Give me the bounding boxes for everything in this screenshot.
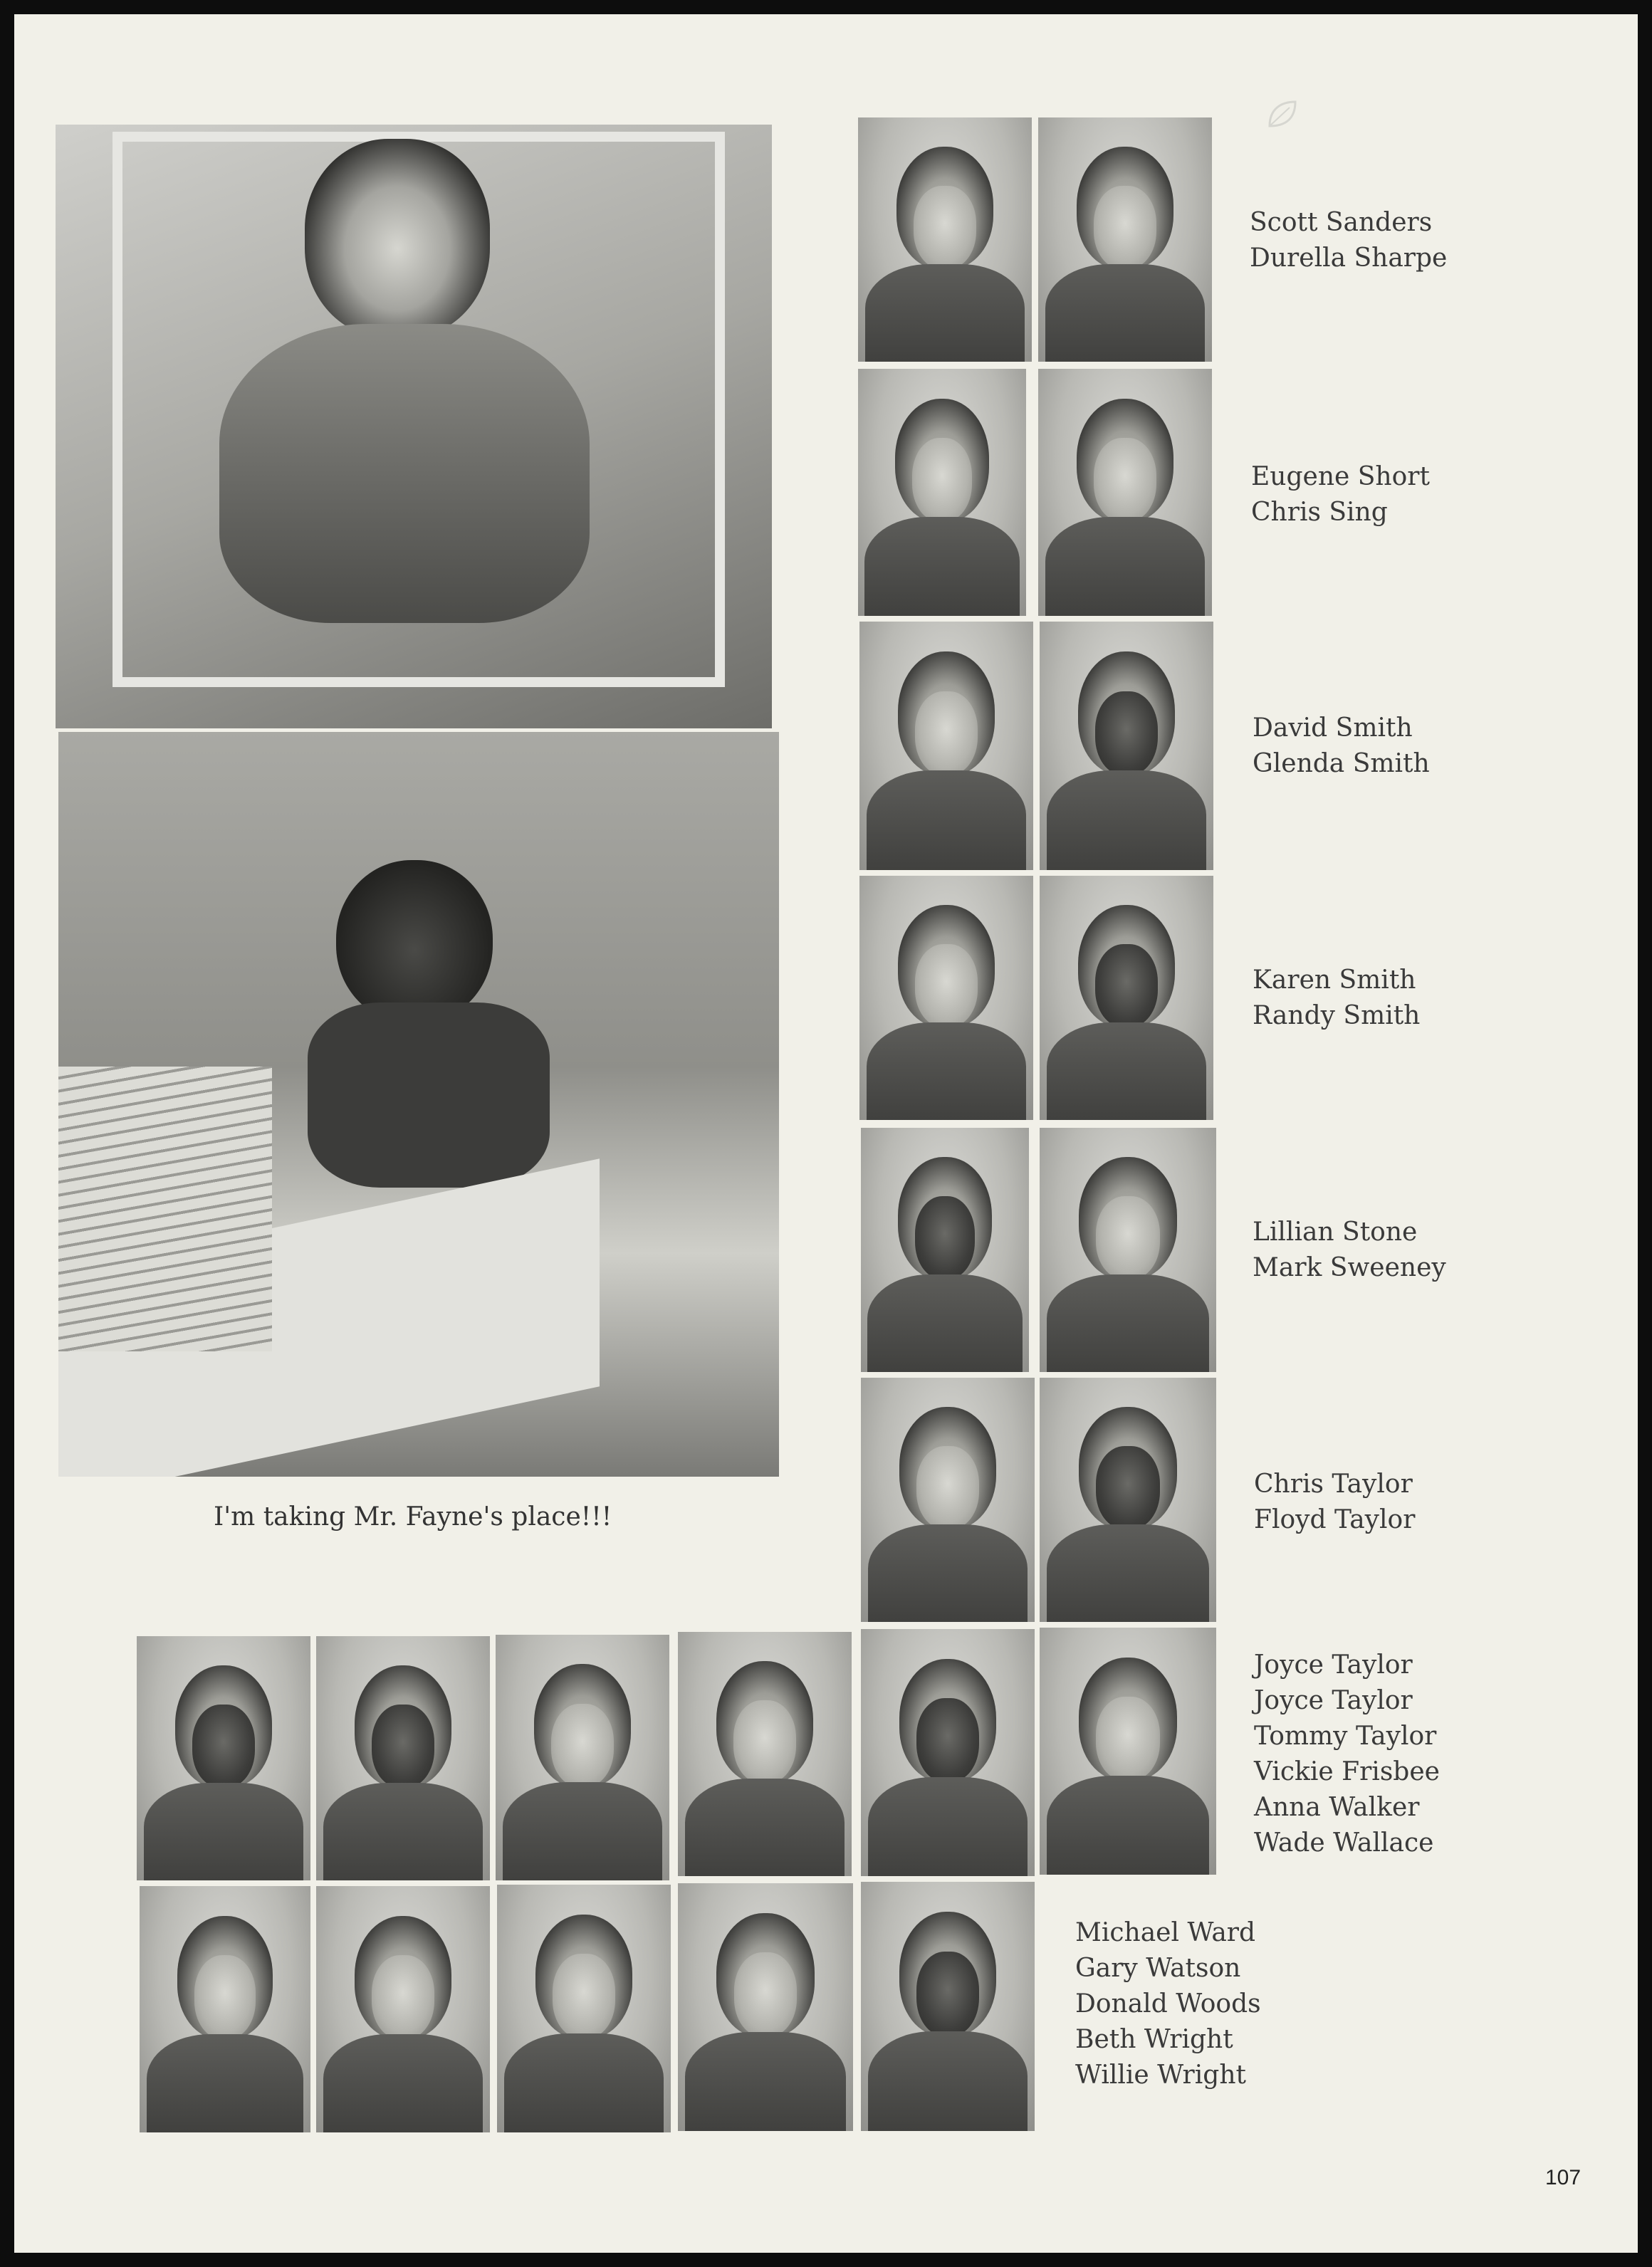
page-number: 107 <box>1545 2166 1582 2189</box>
name-label: Michael Ward <box>1075 1918 1256 1947</box>
portrait-photo <box>1040 1378 1216 1622</box>
candid-photo-window <box>56 125 772 728</box>
portrait-photo <box>1040 876 1213 1120</box>
name-label: Joyce Taylor <box>1254 1686 1413 1715</box>
name-label: Glenda Smith <box>1253 749 1430 778</box>
portrait-photo <box>316 1636 490 1880</box>
name-label: Scott Sanders <box>1250 208 1433 237</box>
name-label: Beth Wright <box>1075 2025 1233 2054</box>
name-label: Floyd Taylor <box>1254 1505 1416 1534</box>
portrait-photo <box>1040 1128 1216 1372</box>
portrait-photo <box>1040 622 1213 870</box>
portrait-photo <box>497 1885 671 2132</box>
portrait-photo <box>859 622 1033 870</box>
portrait-photo <box>1040 1628 1216 1875</box>
portrait-photo <box>316 1886 490 2132</box>
portrait-photo <box>496 1635 669 1880</box>
name-label: Randy Smith <box>1253 1001 1421 1030</box>
portrait-photo <box>859 876 1033 1120</box>
portrait-photo <box>678 1632 852 1876</box>
name-label: Anna Walker <box>1254 1793 1420 1822</box>
portrait-photo <box>1038 369 1212 616</box>
name-label: Vickie Frisbee <box>1254 1757 1440 1786</box>
name-label: Lillian Stone <box>1253 1218 1418 1247</box>
portrait-photo <box>861 1128 1029 1372</box>
name-label: Mark Sweeney <box>1253 1253 1446 1282</box>
name-label: Eugene Short <box>1251 462 1430 491</box>
name-label: Donald Woods <box>1075 1989 1261 2019</box>
candid-photo-classroom <box>58 732 779 1477</box>
portrait-photo <box>137 1636 310 1880</box>
name-label: Durella Sharpe <box>1250 244 1448 273</box>
portrait-photo <box>861 1378 1035 1622</box>
leaf-icon <box>1264 96 1300 132</box>
photo-caption: I'm taking Mr. Fayne's place!!! <box>214 1502 612 1532</box>
portrait-photo <box>858 369 1026 616</box>
name-label: Karen Smith <box>1253 965 1416 995</box>
name-label: Tommy Taylor <box>1254 1722 1437 1751</box>
portrait-photo <box>1038 117 1212 362</box>
name-label: Chris Sing <box>1251 498 1388 527</box>
portrait-photo <box>858 117 1032 362</box>
yearbook-page <box>14 14 1638 2253</box>
portrait-photo <box>678 1883 853 2131</box>
name-label: Gary Watson <box>1075 1954 1241 1983</box>
name-label: Chris Taylor <box>1254 1470 1413 1499</box>
name-label: David Smith <box>1253 713 1413 743</box>
portrait-photo <box>861 1882 1035 2131</box>
portrait-photo <box>140 1886 310 2132</box>
name-label: Joyce Taylor <box>1254 1650 1413 1680</box>
portrait-photo <box>861 1629 1035 1876</box>
name-label: Wade Wallace <box>1254 1828 1434 1858</box>
name-label: Willie Wright <box>1075 2061 1246 2090</box>
